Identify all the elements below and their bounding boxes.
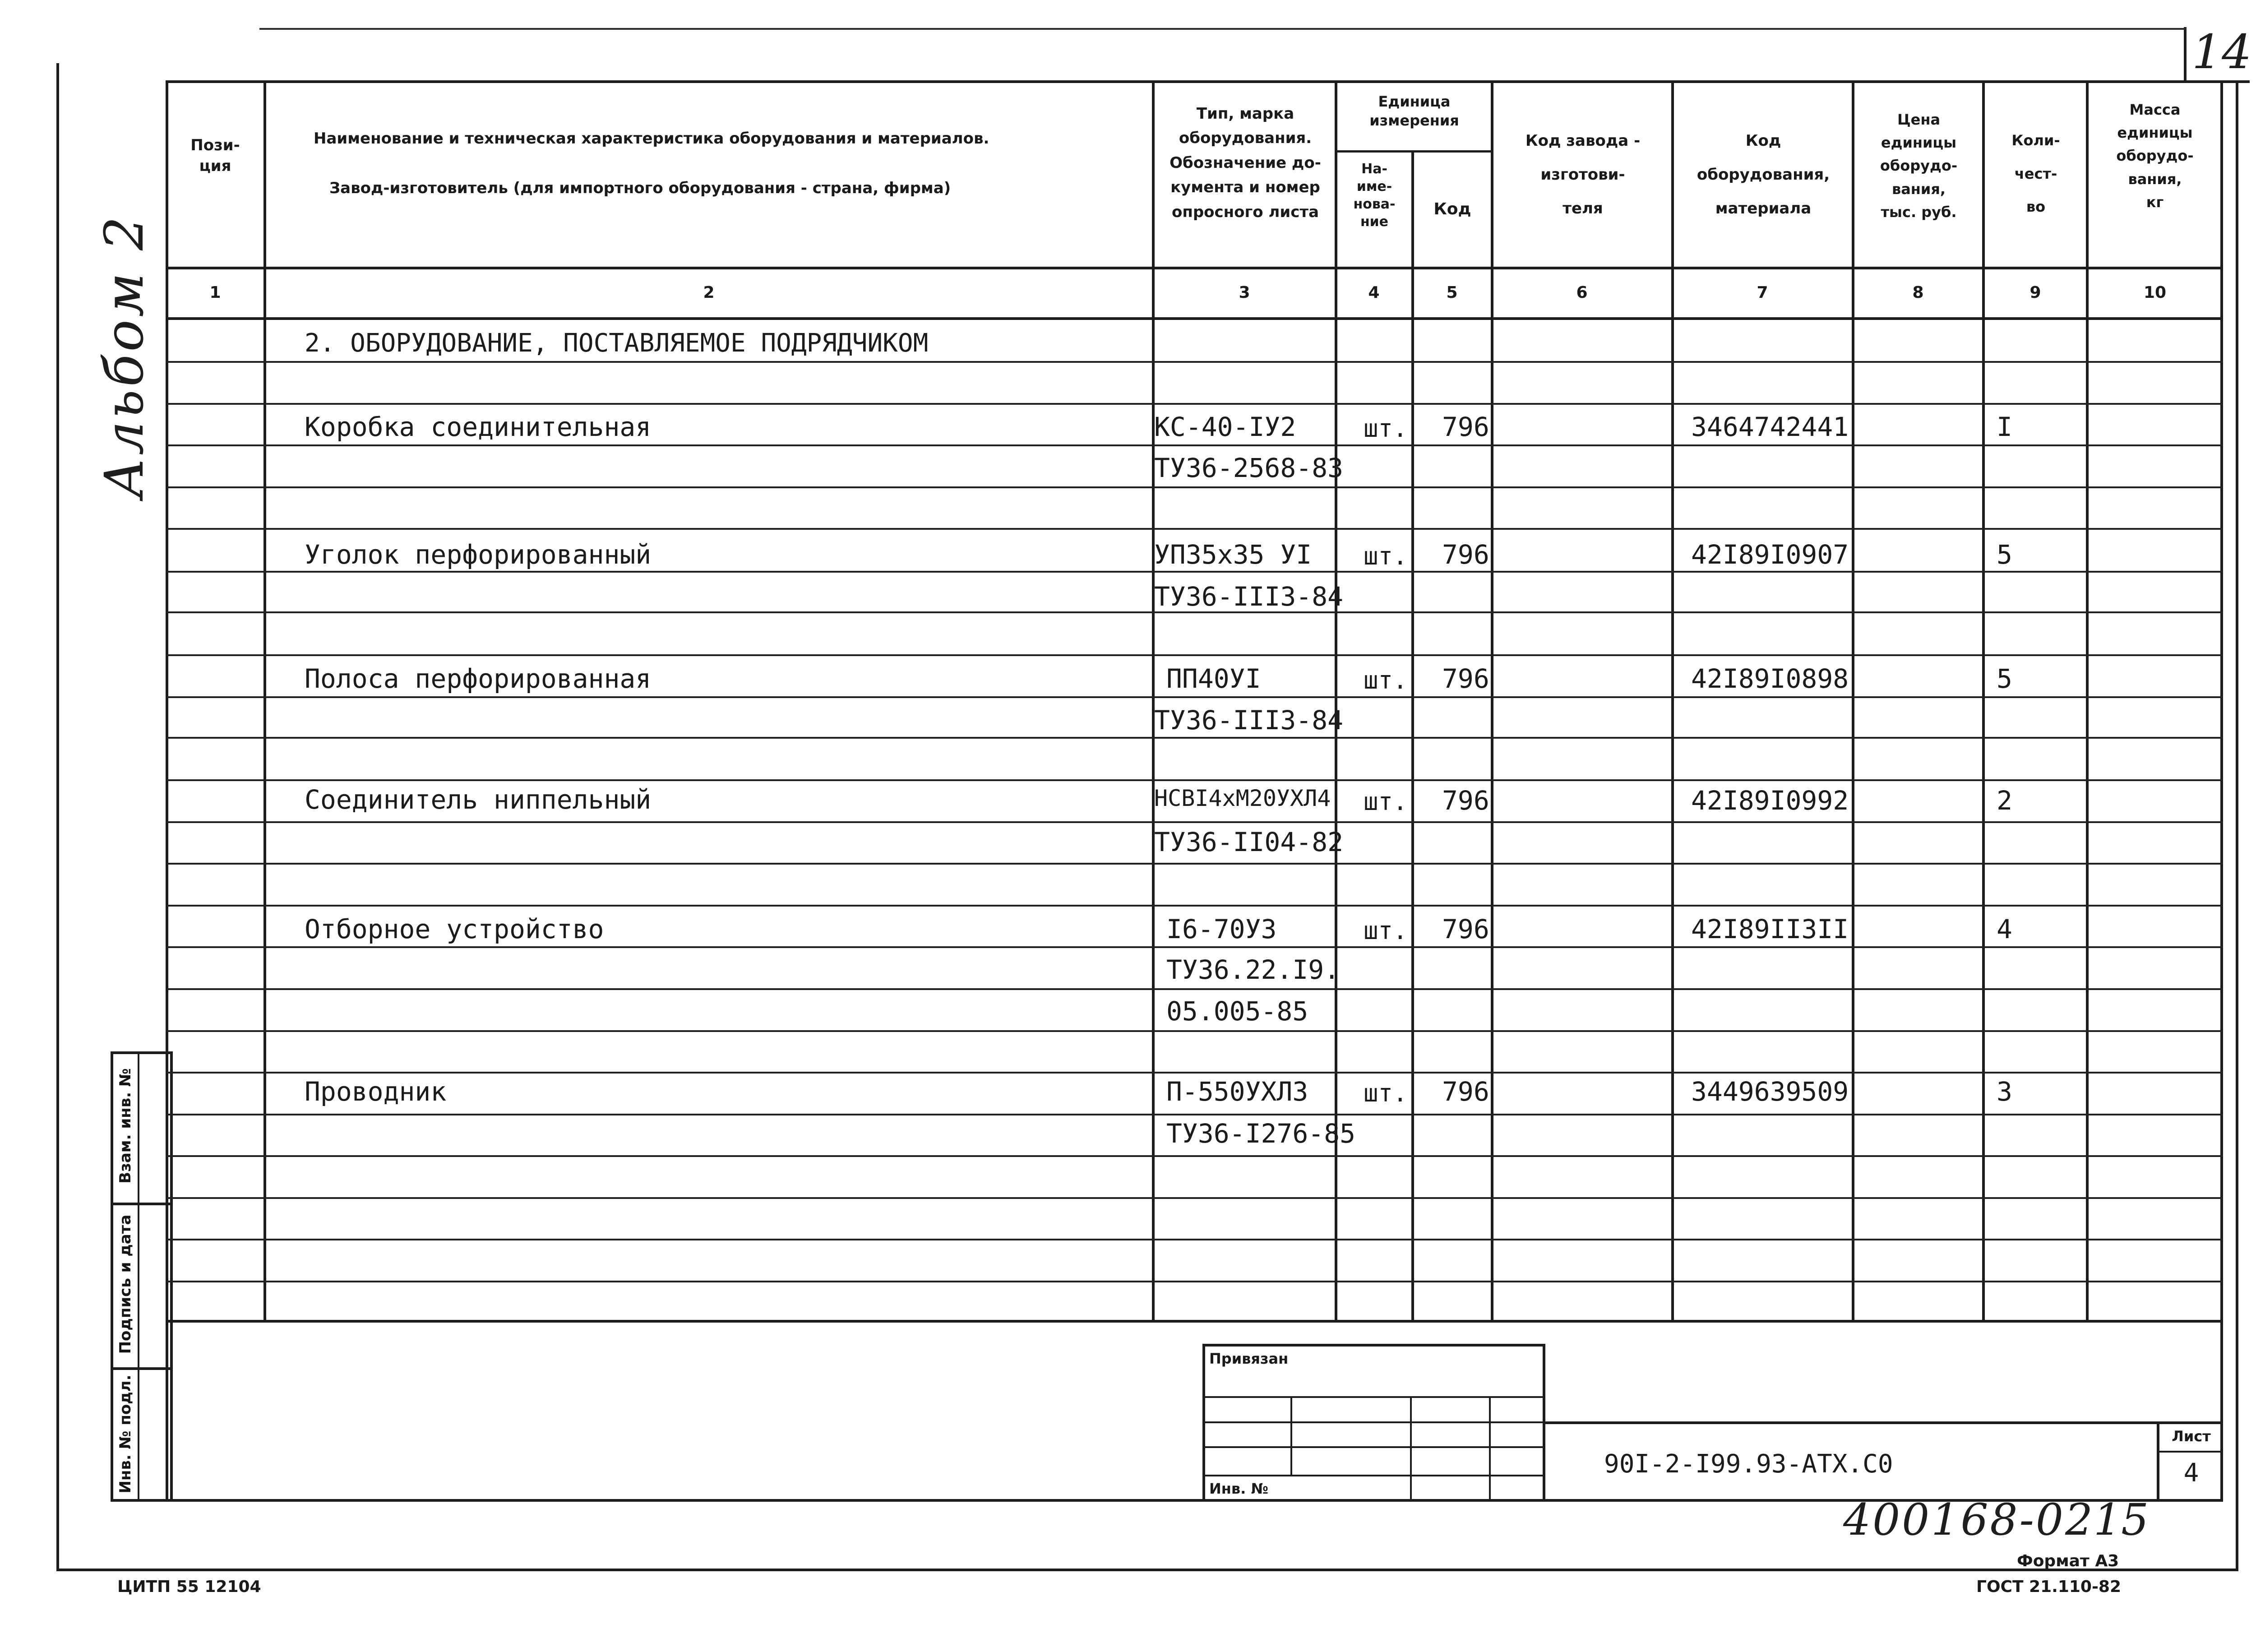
outer-frame-top <box>259 28 2186 30</box>
header-col2-line2: Завод-изготовитель (для импортного оборудования - страна, фирма) <box>329 179 951 197</box>
item-name: Уголок перфорированный <box>305 539 652 570</box>
item-qty: 2 <box>1997 785 2012 816</box>
doc-code-top-line <box>1545 1421 2223 1424</box>
item-equip-code: 3449639509 <box>1691 1076 1849 1107</box>
item-type-doc: ТУ36-III3-84 <box>1154 581 1344 612</box>
column-number: 4 <box>1368 283 1380 302</box>
item-type: УП35х35 УI <box>1154 539 1312 570</box>
privyazan-col-line <box>1410 1396 1412 1502</box>
item-type-doc: ТУ36-III3-84 <box>1154 705 1344 736</box>
privyazan-col-line <box>1290 1396 1292 1475</box>
privyazan-label: Привязан <box>1209 1350 1289 1367</box>
item-name: Полоса перфорированная <box>305 663 652 694</box>
item-unit-code: 796 <box>1442 412 1489 442</box>
item-unit: шт. <box>1364 666 1408 694</box>
item-equip-code: 42I89II3II <box>1691 914 1849 944</box>
row-line <box>166 779 2223 781</box>
item-type: НСВI4хМ20УХЛ4 <box>1154 785 1331 811</box>
gost-label: ГОСТ 21.110-82 <box>1976 1578 2122 1596</box>
header-col5: Код <box>1433 200 1471 218</box>
item-type-doc: 05.005-85 <box>1166 996 1308 1027</box>
row-line <box>166 486 2223 488</box>
item-qty: I <box>1997 412 2012 442</box>
item-type-doc: ТУ36-2568-83 <box>1154 453 1344 483</box>
row-line <box>166 863 2223 865</box>
unit-subheader-line <box>1335 150 1493 153</box>
row-line <box>166 696 2223 698</box>
row-line <box>166 821 2223 823</box>
row-line <box>166 654 2223 656</box>
item-equip-code: 42I89I0898 <box>1691 663 1849 694</box>
header-col7: Код оборудования, материала <box>1697 132 1830 217</box>
item-type-doc: ТУ36.22.I9. <box>1166 954 1340 985</box>
item-name: Отборное устройство <box>305 914 604 944</box>
row-line <box>166 946 2223 948</box>
item-qty: 5 <box>1997 663 2012 694</box>
side-stamp-inner-line <box>138 1051 139 1502</box>
header-col1: Пози- ция <box>190 136 240 175</box>
column-number: 2 <box>703 283 715 302</box>
column-number: 7 <box>1757 283 1768 302</box>
row-line <box>166 905 2223 907</box>
item-qty: 5 <box>1997 539 2012 570</box>
column-number: 3 <box>1239 283 1250 302</box>
item-type: КС-40-IУ2 <box>1154 412 1296 442</box>
row-line <box>166 1072 2223 1074</box>
privyazan-row-line <box>1202 1396 1545 1398</box>
item-equip-code: 42I89I0992 <box>1691 785 1849 816</box>
number-row-bottom-line <box>166 317 2223 320</box>
row-line <box>166 1197 2223 1199</box>
item-unit: шт. <box>1364 542 1408 570</box>
item-equip-code: 3464742441 <box>1691 412 1849 442</box>
outer-frame-left <box>56 63 59 1570</box>
item-unit: шт. <box>1364 787 1408 816</box>
header-col8: Цена единицы оборудо- вания, тыс. руб. <box>1880 111 1958 221</box>
list-number: 4 <box>2183 1458 2199 1488</box>
row-line <box>166 1114 2223 1115</box>
handwritten-code: 400168-02 <box>1843 1495 2095 1545</box>
item-unit-code: 796 <box>1442 539 1489 570</box>
item-unit: шт. <box>1364 1079 1408 1107</box>
header-col3: Тип, марка оборудования. Обозначение до- кумента и номер опросного листа <box>1170 105 1321 221</box>
footer-left: ЦИТП 55 12104 <box>117 1578 261 1596</box>
doc-code: 90I-2-I99.93-АТХ.С0 <box>1604 1449 1893 1479</box>
header-col10: Масса единицы оборудо- вания, кг <box>2116 101 2194 211</box>
item-unit: шт. <box>1364 916 1408 945</box>
item-unit-code: 796 <box>1442 663 1489 694</box>
header-bottom-line <box>166 267 2223 269</box>
row-line <box>166 528 2223 530</box>
row-line <box>166 1281 2223 1282</box>
column-number: 1 <box>209 283 221 302</box>
item-unit-code: 796 <box>1442 785 1489 816</box>
row-line <box>166 1155 2223 1157</box>
item-type-doc: ТУ36-I276-85 <box>1166 1118 1356 1149</box>
item-type: ПП40УI <box>1166 663 1261 694</box>
item-equip-code: 42I89I0907 <box>1691 539 1849 570</box>
item-type: I6-70У3 <box>1166 914 1277 944</box>
sheet-corner-number: 14 <box>2192 24 2252 79</box>
privyazan-row-line <box>1202 1446 1545 1448</box>
outer-frame-bottom <box>56 1569 2236 1571</box>
item-type-doc: ТУ36-II04-82 <box>1154 827 1344 857</box>
row-line <box>166 403 2223 405</box>
header-col4: На- име- нова- ние <box>1353 161 1396 230</box>
column-number: 10 <box>2143 283 2167 302</box>
header-col45-group: Единица измерения <box>1369 93 1459 129</box>
section-title: 2. ОБОРУДОВАНИЕ, ПОСТАВЛЯЕМОЕ ПОДРЯДЧИКОМ <box>305 329 929 358</box>
item-unit: шт. <box>1364 414 1408 443</box>
inv-no-label: Инв. № <box>1209 1480 1268 1497</box>
column-number: 9 <box>2029 283 2041 302</box>
format-label: Формат А3 <box>2017 1552 2119 1570</box>
column-number: 5 <box>1446 283 1458 302</box>
row-line <box>166 444 2223 446</box>
item-name: Коробка соединительная <box>305 412 652 442</box>
row-line <box>166 1239 2223 1240</box>
item-unit-code: 796 <box>1442 914 1489 944</box>
privyazan-row-line <box>1202 1421 1545 1423</box>
item-qty: 4 <box>1997 914 2012 944</box>
row-line <box>166 988 2223 990</box>
list-label: Лист <box>2172 1428 2211 1445</box>
item-qty: 3 <box>1997 1076 2012 1107</box>
outer-frame-right <box>2236 80 2238 1571</box>
header-col6: Код завода - изготови- теля <box>1525 132 1641 217</box>
list-box-mid <box>2157 1451 2223 1453</box>
table-bottom-line <box>166 1320 2223 1323</box>
row-line <box>166 571 2223 573</box>
col-line-d <box>1411 152 1414 1321</box>
item-unit-code: 796 <box>1442 1076 1489 1107</box>
item-name: Соединитель ниппельный <box>305 784 652 815</box>
item-name: Проводник <box>305 1076 447 1107</box>
row-line <box>166 737 2223 739</box>
column-number: 6 <box>1576 283 1588 302</box>
handwritten-page: 15 <box>2094 1495 2149 1545</box>
item-type: П-550УХЛ3 <box>1166 1076 1308 1107</box>
privyazan-col-line <box>1489 1396 1491 1502</box>
header-col2-line1: Наименование и техническая характеристика оборудования и материалов. <box>314 130 989 148</box>
row-line <box>166 1030 2223 1032</box>
column-number: 8 <box>1912 283 1924 302</box>
row-line <box>166 361 2223 363</box>
header-col9: Коли- чест- во <box>2011 132 2060 216</box>
privyazan-row-line <box>1202 1475 1545 1476</box>
